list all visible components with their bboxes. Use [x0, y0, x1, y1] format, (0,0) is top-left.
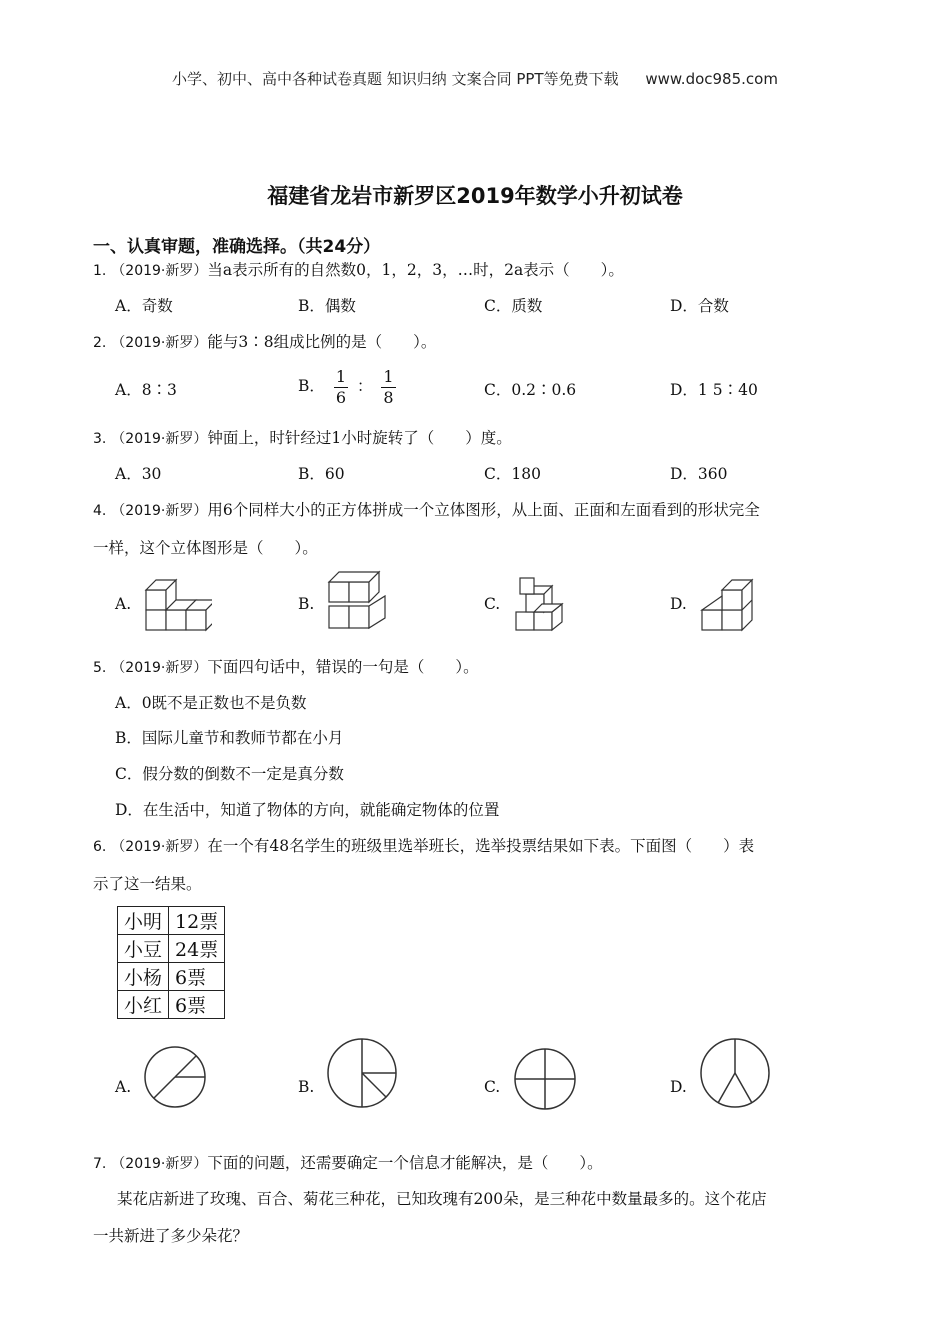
option-a: A．0既不是正数也不是负数	[115, 694, 307, 712]
option-b: B．60	[298, 465, 345, 483]
option-b	[298, 364, 400, 408]
question-text: 能与3∶8组成比例的是（ ）。	[207, 333, 437, 351]
table-row	[118, 907, 225, 935]
question-text: 钟面上，时针经过1小时旋转了（ ）度。	[207, 429, 512, 447]
question-4-continued: 一样，这个立体图形是（ ）。	[93, 539, 318, 557]
option-a: A．8∶3	[115, 381, 177, 399]
question-3	[93, 426, 512, 448]
option-d: D．360	[670, 465, 728, 483]
question-source: （2019·新罗）	[111, 1156, 208, 1172]
question-7-context-continued: 一共新进了多少朵花？	[93, 1227, 249, 1245]
cube-figure-b-icon	[325, 566, 391, 632]
vote-table	[117, 906, 225, 1019]
question-text: 下面的问题，还需要确定一个信息才能解决，是（ ）。	[207, 1154, 603, 1172]
question-6-continued: 示了这一结果。	[93, 875, 202, 893]
option-b: B．偶数	[298, 297, 356, 315]
question-4	[93, 498, 760, 520]
question-source: （2019·新罗）	[111, 660, 208, 676]
question-text: 用6个同样大小的正方体拼成一个立体图形，从上面、正面和左面看到的形状完全	[207, 501, 760, 519]
table-row	[118, 935, 225, 963]
fraction-one-sixth: $\frac{1}{6}$	[335, 366, 347, 407]
question-number: 1.	[93, 263, 107, 279]
table-cell: 24票	[169, 935, 225, 963]
option-c: C．180	[484, 465, 541, 483]
option-d: D．合数	[670, 297, 729, 315]
question-text: 当a表示所有的自然数0，1，2，3，…时，2a表示（ ）。	[207, 261, 624, 279]
question-source: （2019·新罗）	[111, 503, 208, 519]
option-b: B．国际儿童节和教师节都在小月	[115, 729, 344, 747]
table-cell: 6票	[169, 963, 225, 991]
question-number: 3.	[93, 431, 107, 447]
question-text: 下面四句话中，错误的一句是（ ）。	[207, 658, 479, 676]
table-cell: 小红	[118, 991, 169, 1019]
pie-chart-a-icon	[142, 1044, 208, 1110]
header-text: 小学、初中、高中各种试卷真题 知识归纳 文案合同 PPT等免费下载	[172, 70, 619, 88]
cube-figure-a-icon	[142, 568, 212, 632]
option-d: D．1 5∶40	[670, 381, 758, 399]
question-number: 4.	[93, 503, 107, 519]
option-a-label: A.	[115, 595, 132, 613]
table-row	[118, 991, 225, 1019]
cube-figure-c-icon	[512, 570, 568, 632]
option-c-label: C.	[484, 1078, 501, 1096]
option-a: A．30	[115, 465, 162, 483]
question-number: 6.	[93, 839, 107, 855]
question-7	[93, 1151, 603, 1173]
pie-chart-b-icon	[325, 1036, 399, 1110]
question-1	[93, 258, 624, 280]
question-6	[93, 834, 754, 856]
page-title: 福建省龙岩市新罗区2019年数学小升初试卷	[267, 184, 683, 208]
option-c-label: C.	[484, 595, 501, 613]
question-number: 5.	[93, 660, 107, 676]
option-d-label: D.	[670, 1078, 687, 1096]
question-2	[93, 330, 436, 352]
question-source: （2019·新罗）	[111, 431, 208, 447]
option-d-label: D.	[670, 595, 687, 613]
question-number: 2.	[93, 335, 107, 351]
table-cell: 小豆	[118, 935, 169, 963]
question-7-context: 某花店新进了玫瑰、百合、菊花三种花，已知玫瑰有200朵，是三种花中数量最多的。这个花店	[117, 1190, 767, 1208]
table-cell: 12票	[169, 907, 225, 935]
section-heading: 一、认真审题，准确选择。（共24分）	[93, 237, 381, 257]
pie-chart-d-icon	[698, 1036, 772, 1110]
option-b-label: B.	[298, 595, 315, 613]
question-5	[93, 655, 479, 677]
question-text: 在一个有48名学生的班级里选举班长，选举投票结果如下表。下面图（ ）表	[207, 837, 755, 855]
option-a: A．奇数	[115, 297, 173, 315]
option-b-label: B.	[298, 1078, 315, 1096]
table-cell: 小明	[118, 907, 169, 935]
cube-figure-d-icon	[698, 568, 764, 632]
question-number: 7.	[93, 1156, 107, 1172]
question-source: （2019·新罗）	[111, 263, 208, 279]
table-cell: 6票	[169, 991, 225, 1019]
ratio-colon: ：	[356, 377, 373, 395]
option-c: C．0.2∶0.6	[484, 381, 577, 399]
option-a-label: A.	[115, 1078, 132, 1096]
table-cell: 小杨	[118, 963, 169, 991]
option-c: C．假分数的倒数不一定是真分数	[115, 765, 344, 783]
option-label: B．	[298, 377, 325, 395]
option-c: C．质数	[484, 297, 543, 315]
question-source: （2019·新罗）	[111, 335, 208, 351]
pie-chart-c-icon	[512, 1046, 578, 1112]
table-row	[118, 963, 225, 991]
page-header	[0, 68, 950, 89]
header-site: www.doc985.com	[645, 70, 778, 88]
option-d: D．在生活中，知道了物体的方向，就能确定物体的位置	[115, 801, 500, 819]
question-source: （2019·新罗）	[111, 839, 208, 855]
fraction-one-eighth: $\frac{1}{8}$	[383, 366, 394, 407]
